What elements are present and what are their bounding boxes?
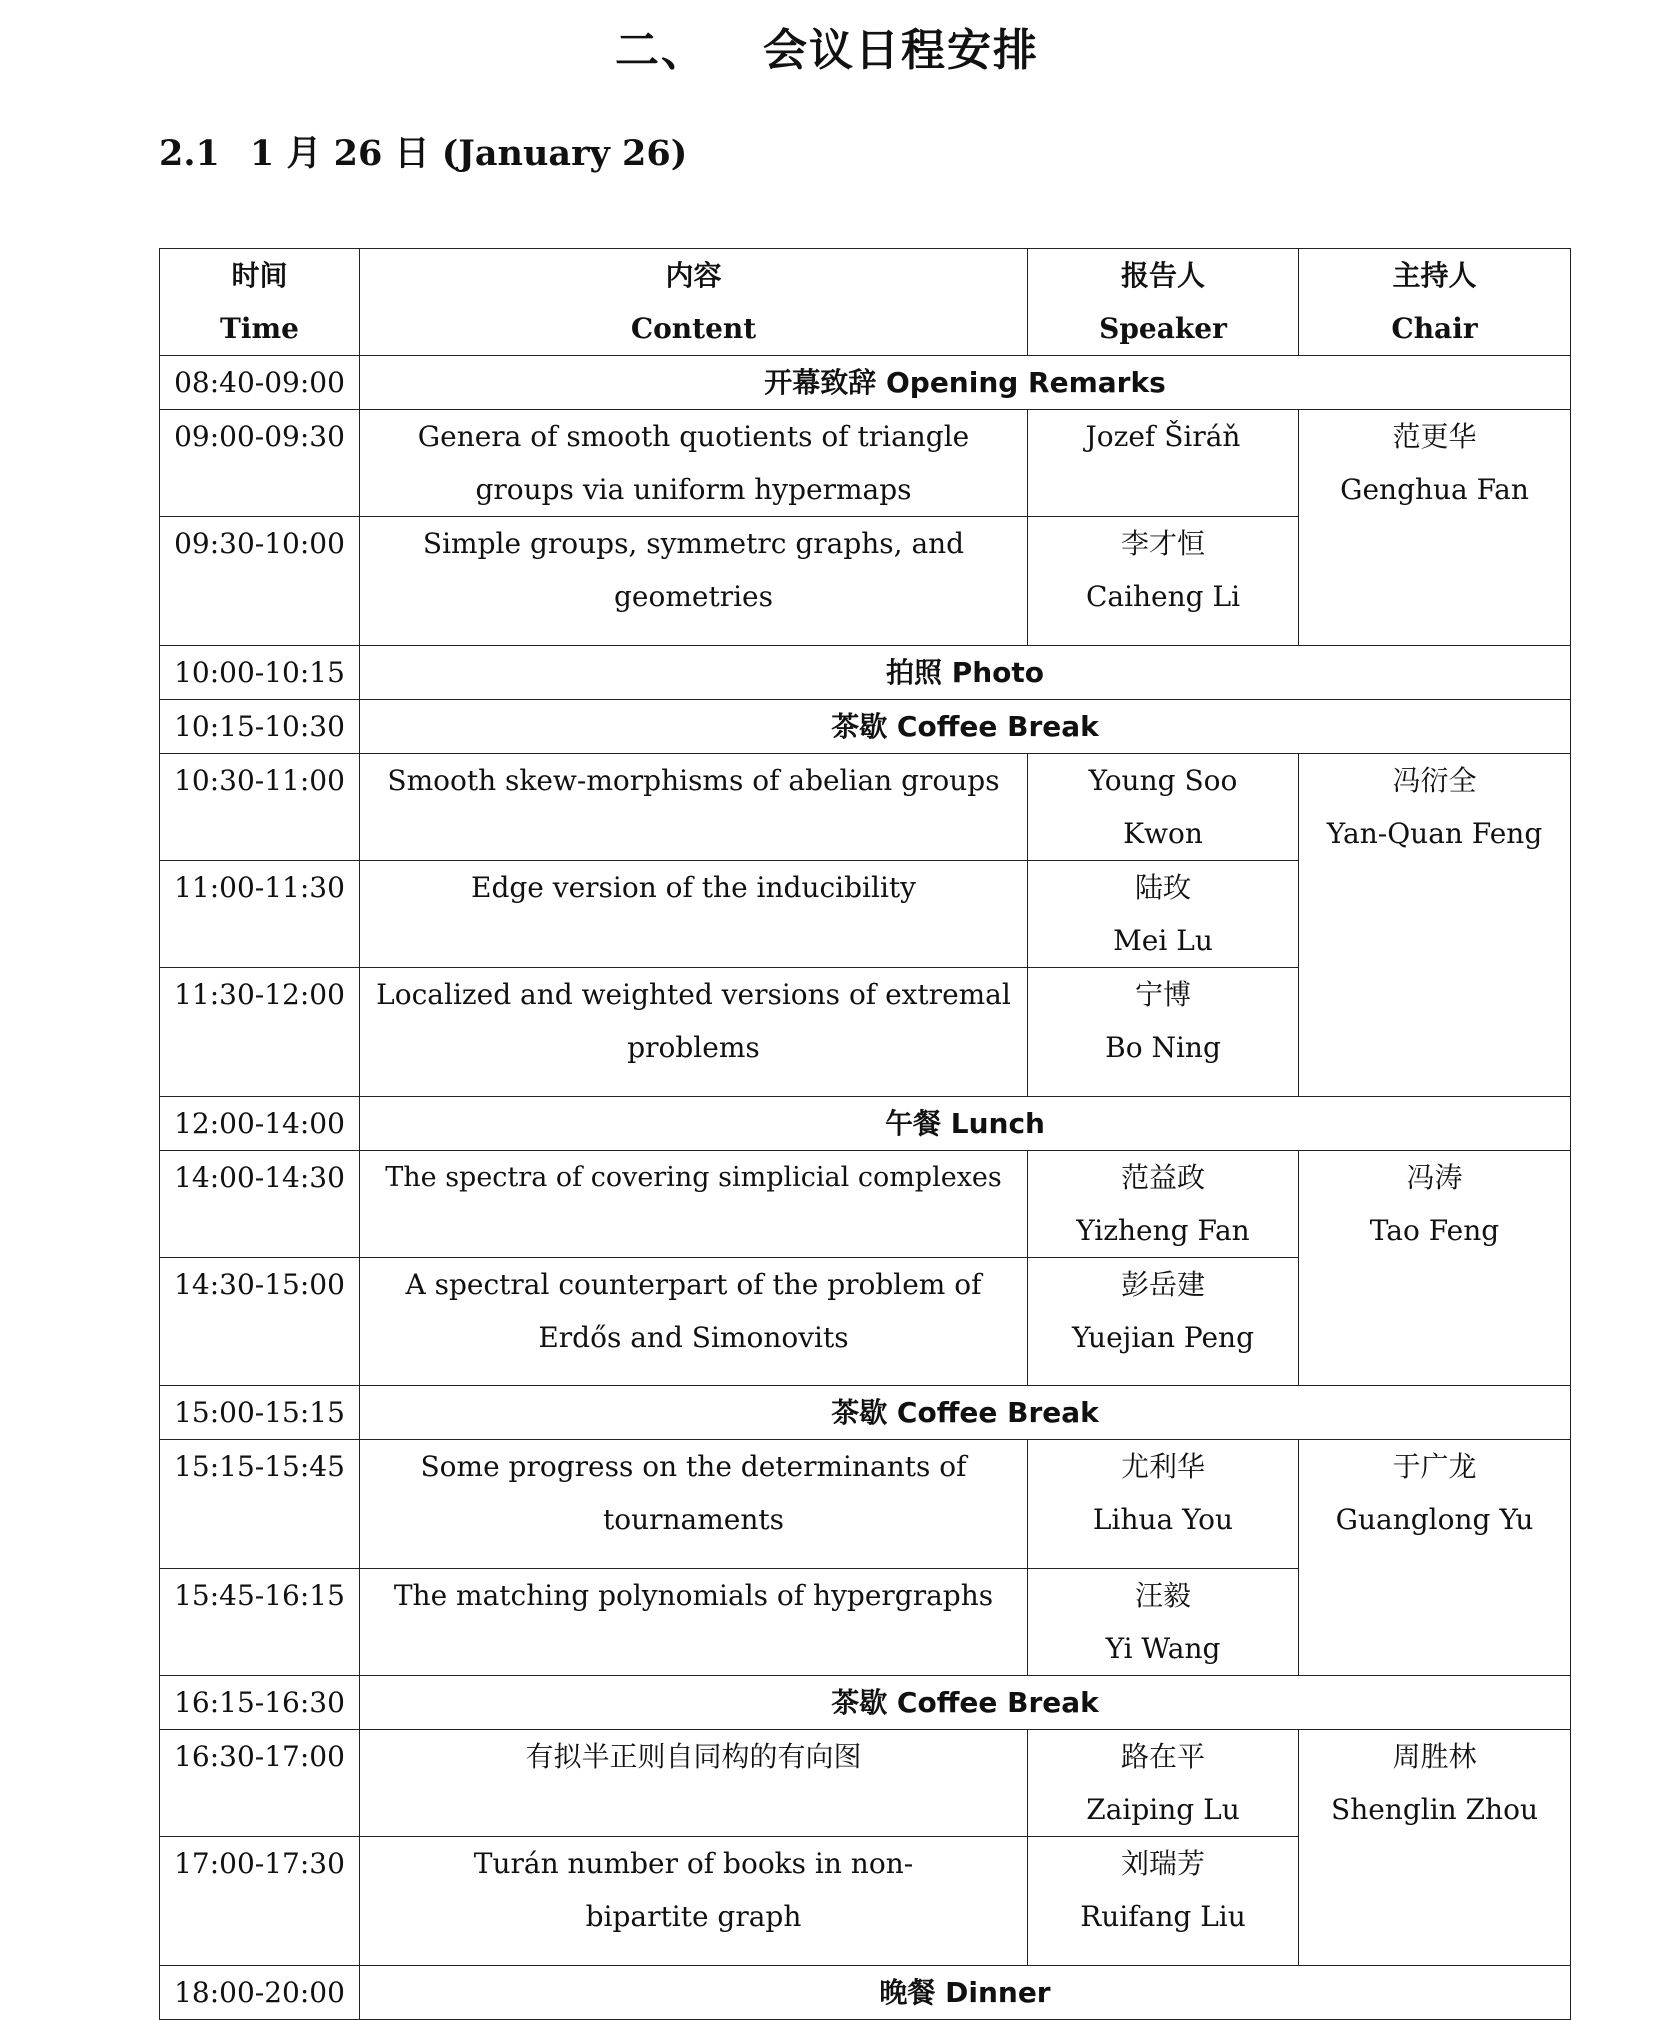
event-cell: 开幕致辞 Opening Remarks xyxy=(360,356,1571,410)
event-cell: 拍照 Photo xyxy=(360,646,1571,700)
table-row xyxy=(160,700,1571,754)
table-row xyxy=(160,1097,1571,1151)
time-cell: 14:00-14:30 xyxy=(160,1151,360,1258)
time-cell: 15:15-15:45 xyxy=(160,1440,360,1569)
chair-cell: 于广龙 Guanglong Yu xyxy=(1299,1440,1571,1676)
speaker-cell: 宁博 Bo Ning xyxy=(1028,968,1299,1097)
speaker-cell: 陆玫 Mei Lu xyxy=(1028,861,1299,968)
chapter-title: 会议日程安排 xyxy=(763,25,1039,76)
speaker-cell: 彭岳建 Yuejian Peng xyxy=(1028,1258,1299,1386)
chair-cell: 周胜林 Shenglin Zhou xyxy=(1299,1730,1571,1966)
time-cell: 15:45-16:15 xyxy=(160,1569,360,1676)
section-title: 1 月 26 日 (January 26) xyxy=(249,133,688,174)
time-cell: 10:15-10:30 xyxy=(160,700,360,754)
time-cell: 09:30-10:00 xyxy=(160,517,360,646)
header-speaker: 报告人 Speaker xyxy=(1028,249,1299,356)
section-number: 2.1 xyxy=(159,133,220,174)
speaker-cell: 李才恒 Caiheng Li xyxy=(1028,517,1299,646)
time-cell: 11:00-11:30 xyxy=(160,861,360,968)
speaker-cell: 路在平 Zaiping Lu xyxy=(1028,1730,1299,1837)
time-cell: 16:30-17:00 xyxy=(160,1730,360,1837)
header-content: 内容 Content xyxy=(360,249,1028,356)
content-cell: A spectral counterpart of the problem of Erdős and Simonovits xyxy=(360,1258,1028,1386)
event-cell: 茶歇 Coffee Break xyxy=(360,700,1571,754)
table-row xyxy=(160,754,1571,861)
time-cell: 18:00-20:00 xyxy=(160,1966,360,2020)
content-cell: 有拟半正则自同构的有向图 xyxy=(360,1730,1028,1837)
speaker-cell: 汪毅 Yi Wang xyxy=(1028,1569,1299,1676)
time-cell: 09:00-09:30 xyxy=(160,410,360,517)
time-cell: 17:00-17:30 xyxy=(160,1837,360,1966)
time-cell: 15:00-15:15 xyxy=(160,1386,360,1440)
table-row xyxy=(160,1730,1571,1837)
table-row xyxy=(160,356,1571,410)
event-cell: 茶歇 Coffee Break xyxy=(360,1676,1571,1730)
table-header-row xyxy=(160,249,1571,356)
table-row xyxy=(160,1440,1571,1569)
speaker-cell: Jozef Širáň xyxy=(1028,410,1299,517)
event-cell: 茶歇 Coffee Break xyxy=(360,1386,1571,1440)
content-cell: Smooth skew-morphisms of abelian groups xyxy=(360,754,1028,861)
content-cell: Localized and weighted versions of extremal problems xyxy=(360,968,1028,1097)
content-cell: The spectra of covering simplicial complexes xyxy=(360,1151,1028,1258)
chapter-heading xyxy=(0,14,1654,78)
time-cell: 16:15-16:30 xyxy=(160,1676,360,1730)
time-cell: 12:00-14:00 xyxy=(160,1097,360,1151)
time-cell: 08:40-09:00 xyxy=(160,356,360,410)
table-row xyxy=(160,646,1571,700)
table-row xyxy=(160,1966,1571,2020)
speaker-cell: 刘瑞芳 Ruifang Liu xyxy=(1028,1837,1299,1966)
section-heading xyxy=(159,126,687,176)
content-cell: The matching polynomials of hypergraphs xyxy=(360,1569,1028,1676)
table-row xyxy=(160,1386,1571,1440)
header-time: 时间 Time xyxy=(160,249,360,356)
chair-cell: 冯衍全 Yan-Quan Feng xyxy=(1299,754,1571,1097)
schedule-table xyxy=(159,248,1571,2020)
event-cell: 晚餐 Dinner xyxy=(360,1966,1571,2020)
table-row xyxy=(160,410,1571,517)
content-cell: Simple groups, symmetrc graphs, and geometries xyxy=(360,517,1028,646)
time-cell: 14:30-15:00 xyxy=(160,1258,360,1386)
chair-cell: 冯涛 Tao Feng xyxy=(1299,1151,1571,1386)
chapter-number: 二、 xyxy=(615,25,707,76)
event-cell: 午餐 Lunch xyxy=(360,1097,1571,1151)
time-cell: 10:30-11:00 xyxy=(160,754,360,861)
speaker-cell: Young Soo Kwon xyxy=(1028,754,1299,861)
table-row xyxy=(160,1676,1571,1730)
time-cell: 11:30-12:00 xyxy=(160,968,360,1097)
speaker-cell: 尤利华 Lihua You xyxy=(1028,1440,1299,1569)
chair-cell: 范更华 Genghua Fan xyxy=(1299,410,1571,646)
content-cell: Genera of smooth quotients of triangle groups via uniform hypermaps xyxy=(360,410,1028,517)
time-cell: 10:00-10:15 xyxy=(160,646,360,700)
content-cell: Some progress on the determinants of tournaments xyxy=(360,1440,1028,1569)
speaker-cell: 范益政 Yizheng Fan xyxy=(1028,1151,1299,1258)
content-cell: Turán number of books in non-bipartite graph xyxy=(360,1837,1028,1966)
header-chair: 主持人 Chair xyxy=(1299,249,1571,356)
content-cell: Edge version of the inducibility xyxy=(360,861,1028,968)
table-row xyxy=(160,1151,1571,1258)
